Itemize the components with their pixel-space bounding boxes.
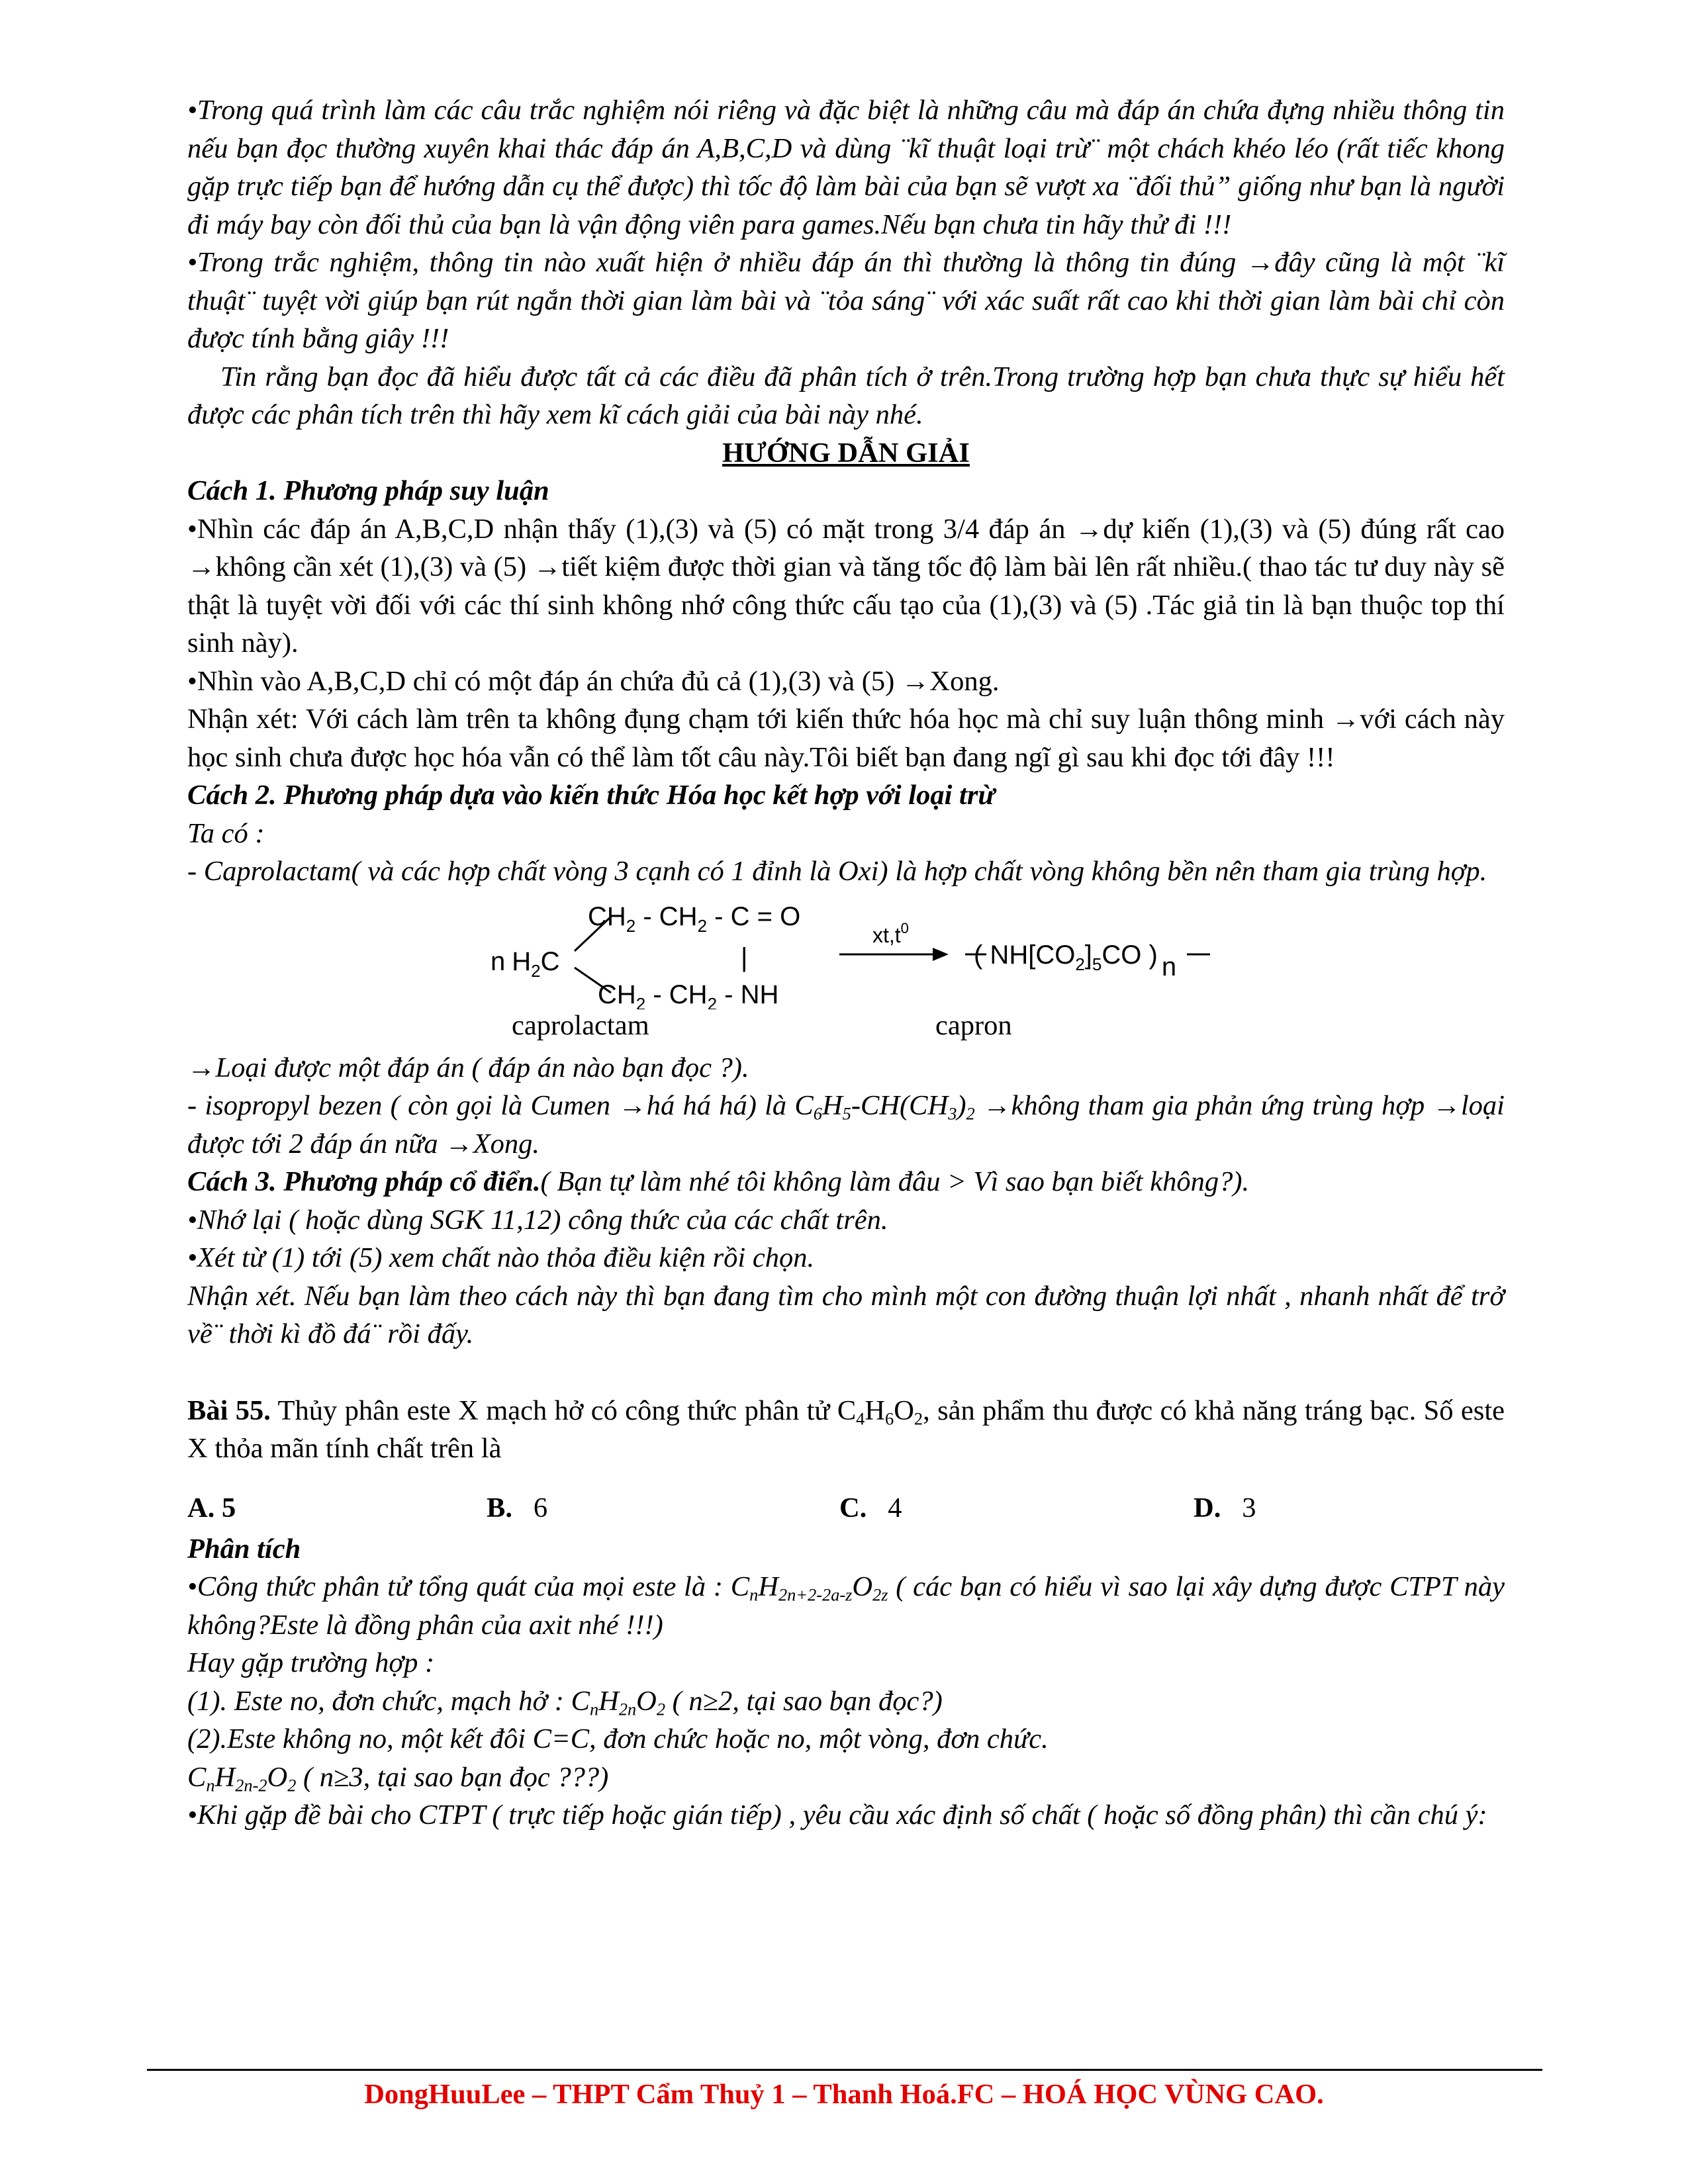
label-capron: capron [935,1009,1012,1041]
method2-paragraph-1: - Caprolactam( và các hợp chất vòng 3 cạnh có 1 đỉnh là Oxi) là hợp chất vòng không bền nên tham gia trùng hợp. [187,856,1487,887]
option-d[interactable]: D. 3 [1194,1492,1256,1524]
option-b[interactable]: B. 6 [487,1492,548,1524]
analysis-case-2-formula: $C_nH_{2n-2}O_2$ ( n≥3, tại sao bạn đọc ???) [187,1761,609,1795]
analysis-case-2: (2).Este không no, một kết đôi C=C, đơn chức hoặc no, một vòng, đơn chức. [187,1723,1049,1754]
solution-heading: HƯỚNG DẪN GIẢI [722,437,970,469]
method1-paragraph-2: •Nhìn vào A,B,C,D chỉ có một đáp án chứa đủ cả (1),(3) và (5) →Xong. [187,665,1000,697]
method3-paragraph-2: •Xét từ (1) tới (5) xem chất nào thỏa điều kiện rồi chọn. [187,1242,815,1273]
method1-title: Cách 1. Phương pháp suy luận [187,475,549,506]
ring-carbon: n $H_2C$ [491,946,560,981]
ring-vertical-bond: | [741,942,748,972]
option-c[interactable]: C. 4 [839,1492,902,1524]
answer-options [187,1492,1505,1530]
method2-paragraph-3: - isopropyl bezen ( còn gọi là Cumen →há há há) là $C_6H_5-CH(CH_3)_2$ →không tham gia phản ứng trùng hợp →loại được tới 2 đáp án nữa →Xong. [187,1090,1505,1160]
bai55-question: Bài 55. Thủy phân este X mạch hở có công thức phân tử $C_4H_6O_2$, sản phẩm thu được có khả năng tráng bạc. Số este X thỏa mãn tính chất trên là [187,1394,1505,1464]
method2-title: Cách 2. Phương pháp dựa vào kiến thức Hóa học kết hợp với loại trừ [187,780,995,811]
page-footer: DongHuuLee – THPT Cẩm Thuỷ 1 – Thanh Hoá.FC – HOÁ HỌC VÙNG CAO. [364,2079,1324,2110]
tip-paragraph-2: •Trong trắc nghiệm, thông tin nào xuất hiện ở nhiều đáp án thì thường là thông tin đúng →đây cũng là một ¨kĩ thuật¨ tuyệt vời giúp bạn rút ngắn thời gian làm bài và ¨tỏa sáng¨ với xác suất rất cao khi thời gian làm bài chỉ còn được tính bằng giây !!! [187,247,1505,354]
method1-paragraph-1: •Nhìn các đáp án A,B,C,D nhận thấy (1),(3) và (5) có mặt trong 3/4 đáp án →dự kiến (1),(3) và (5) đúng rất cao →không cần xét (1),(3) và (5) →tiết kiệm được thời gian và tăng tốc độ làm bài lên rất nhiều.( thao tác tư duy này sẽ thật là tuyệt vời đối với các thí sinh không nhớ công thức cấu tạo của (1),(3) và (5) .Tác giả tin là bạn thuộc top thí sinh này). [187,513,1505,659]
method2-paragraph-2: →Loại được một đáp án ( đáp án nào bạn đọc ?). [187,1052,749,1083]
spacer [187,1353,1505,1392]
top-chain: $CH_2 - CH_2 - C = O$ [588,901,801,936]
capron-product: ( $NH[CO_2]_5CO$ ) n [974,940,1177,981]
caprolactam-reaction [187,893,1505,1009]
analysis-case-1: (1). Este no, đơn chức, mạch hở : $C_nH_{2n}O_2$ ( n≥2, tại sao bạn đọc?) [187,1685,943,1719]
method1-remark: Nhận xét: Với cách làm trên ta không đụng chạm tới kiến thức hóa học mà chỉ suy luận thông minh →với cách này học sinh chưa được học hóa vẫn có thể làm tốt câu này.Tôi biết bạn đang ngĩ gì sau khi đọc tới đây !!! [187,704,1505,773]
label-caprolactam: caprolactam [512,1009,649,1041]
method2-taco: Ta có : [187,817,265,849]
method3-remark: Nhận xét. Nếu bạn làm theo cách này thì bạn đang tìm cho mình một con đường thuận lợi nhất , nhanh nhất để trở về¨ thời kì đồ đá¨ rồi đấy. [187,1280,1505,1349]
reaction-arrow-head [933,948,949,961]
trust-paragraph: Tin rằng bạn đọc đã hiểu được tất cả các điều đã phân tích ở trên.Trong trường hợp bạn chưa thực sự hiểu hết được các phân tích trên thì hãy xem kĩ cách giải của bài này nhé. [187,361,1505,430]
document-page [187,91,1505,1835]
bottom-chain: $CH_2 - CH_2$ - NH [598,979,779,1009]
analysis-paragraph-1: •Công thức phân tử tổng quát của mọi este là : $C_nH_{2n+2-2a-z}O_{2z}$ ( các bạn có hiểu vì sao lại xây dựng được CTPT này không?Este là đồng phân của axit nhé !!!) [187,1571,1505,1641]
reaction-condition: $xt,t^0$ [872,919,909,947]
reaction-labels [187,1009,1505,1049]
method3-paragraph-1: •Nhớ lại ( hoặc dùng SGK 11,12) công thức của các chất trên. [187,1204,888,1236]
option-a[interactable]: A. 5 [187,1492,236,1524]
analysis-paragraph-6: •Khi gặp đề bài cho CTPT ( trực tiếp hoặc gián tiếp) , yêu cầu xác định số chất ( hoặc số đồng phân) thì cần chú ý: [187,1799,1487,1831]
footer-divider [147,2069,1542,2071]
method3-title: Cách 3. Phương pháp cổ điển.( Bạn tự làm nhé tôi không làm đâu > Vì sao bạn biết không?). [187,1166,1250,1197]
analysis-title: Phân tích [187,1533,301,1565]
tip-paragraph-1: •Trong quá trình làm các câu trắc nghiệm nói riêng và đặc biệt là những câu mà đáp án chứa đựng nhiều thông tin nếu bạn đọc thường xuyên khai thác đáp án A,B,C,D và dùng ¨kĩ thuật loại trừ¨ một chách khéo léo (rất tiếc khong gặp trực tiếp bạn để hướng dẫn cụ thể được) thì tốc độ làm bài của bạn sẽ vượt xa ¨đối thủ” giống như bạn là người đi máy bay còn đối thủ của bạn là vận động viên para games.Nếu bạn chưa tin hãy thử đi !!! [187,95,1505,240]
reaction-diagram [187,893,1505,1009]
analysis-paragraph-2: Hay gặp trường hợp : [187,1647,435,1678]
